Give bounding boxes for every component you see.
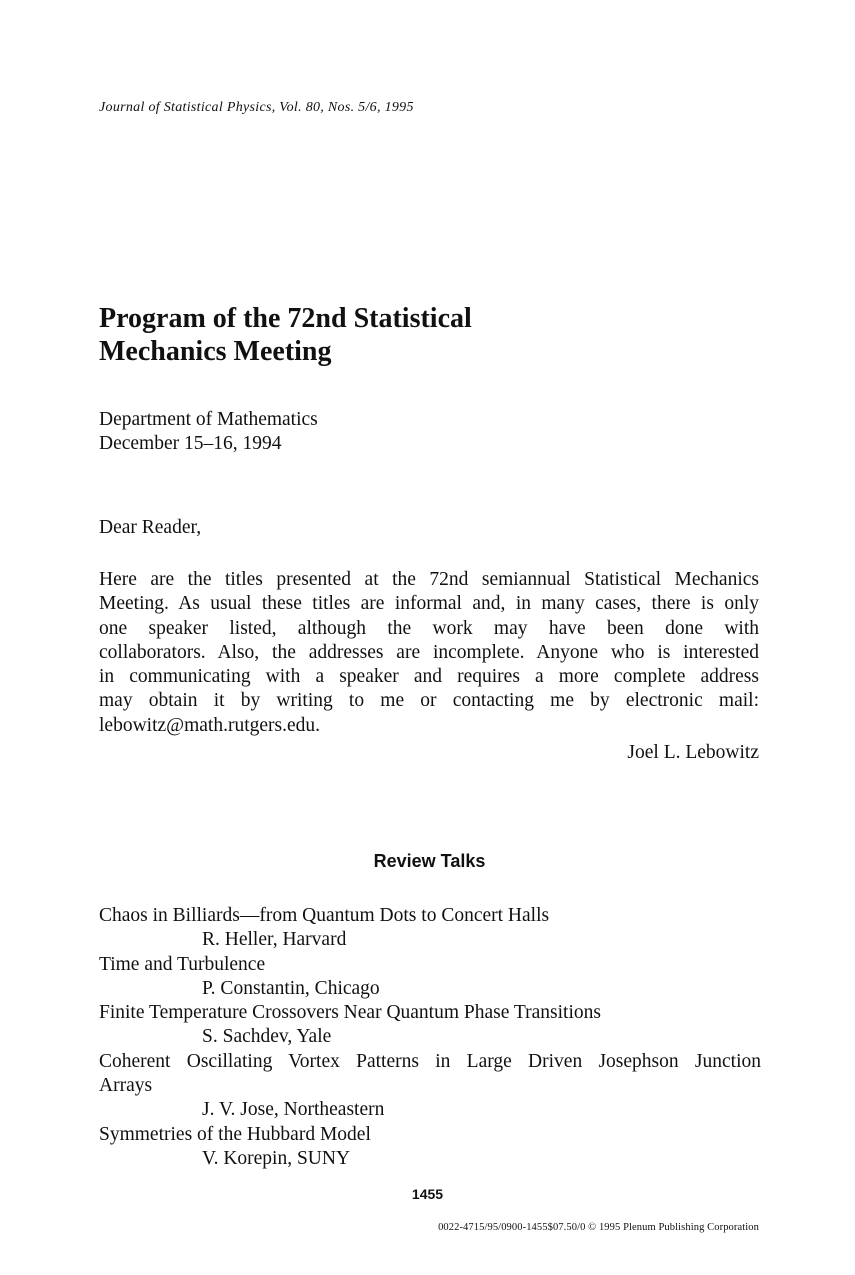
signature: Joel L. Lebowitz: [627, 742, 759, 763]
intro-line: one speaker listed, although the work may have been done with: [99, 617, 759, 639]
intro-line: in communicating with a speaker and requires a more complete address: [99, 666, 759, 688]
talk-entry: [99, 1123, 761, 1172]
talk-title: Chaos in Billiards—from Quantum Dots to Concert Halls: [99, 905, 550, 926]
review-talks-list: [99, 904, 761, 1171]
talk-speaker: R. Heller, Harvard: [202, 929, 347, 951]
intro-line-email: lebowitz@math.rutgers.edu.: [99, 714, 321, 736]
intro-line: collaborators. Also, the addresses are incomplete. Anyone who is interested: [99, 641, 759, 663]
salutation: Dear Reader,: [99, 517, 202, 538]
intro-line: Meeting. As usual these titles are informal and, in many cases, there is only: [99, 593, 759, 615]
page-number: 1455: [411, 1186, 444, 1202]
talk-title-continued: Arrays: [99, 1075, 153, 1097]
talk-speaker: J. V. Jose, Northeastern: [202, 1099, 385, 1121]
intro-line: Here are the titles presented at the 72nd semiannual Statistical Mechanics: [99, 569, 759, 590]
article-title-line: Mechanics Meeting: [99, 336, 332, 367]
article-title: [99, 302, 472, 368]
department: Department of Mathematics: [99, 409, 318, 430]
talk-entry: [99, 904, 761, 953]
talk-speaker: S. Sachdev, Yale: [202, 1026, 332, 1048]
talk-title: Coherent Oscillating Vortex Patterns in Large Driven Josephson Junction: [99, 1050, 761, 1072]
talk-title: Finite Temperature Crossovers Near Quantum Phase Transitions: [99, 1002, 601, 1024]
article-title-line: Program of the 72nd Statistical: [99, 303, 472, 334]
talk-entry: [99, 1001, 761, 1050]
intro-paragraph: [99, 568, 759, 738]
talk-entry: [99, 953, 761, 1002]
copyright-line: 0022-4715/95/0900-1455$07.50/0 © 1995 Plenum Publishing Corporation: [438, 1222, 759, 1233]
talk-speaker: P. Constantin, Chicago: [202, 977, 380, 999]
meeting-info: [99, 408, 318, 456]
talk-title: Time and Turbulence: [99, 953, 266, 975]
meeting-dates: December 15–16, 1994: [99, 433, 282, 454]
talk-entry: [99, 1050, 761, 1123]
talk-speaker: V. Korepin, SUNY: [202, 1147, 351, 1169]
section-heading: [0, 851, 855, 872]
journal-citation: Journal of Statistical Physics, Vol. 80, Nos. 5/6, 1995: [99, 100, 414, 115]
talk-title: Symmetries of the Hubbard Model: [99, 1123, 371, 1145]
review-talks-heading: Review Talks: [373, 851, 486, 871]
intro-line: may obtain it by writing to me or contacting me by electronic mail:: [99, 690, 759, 712]
